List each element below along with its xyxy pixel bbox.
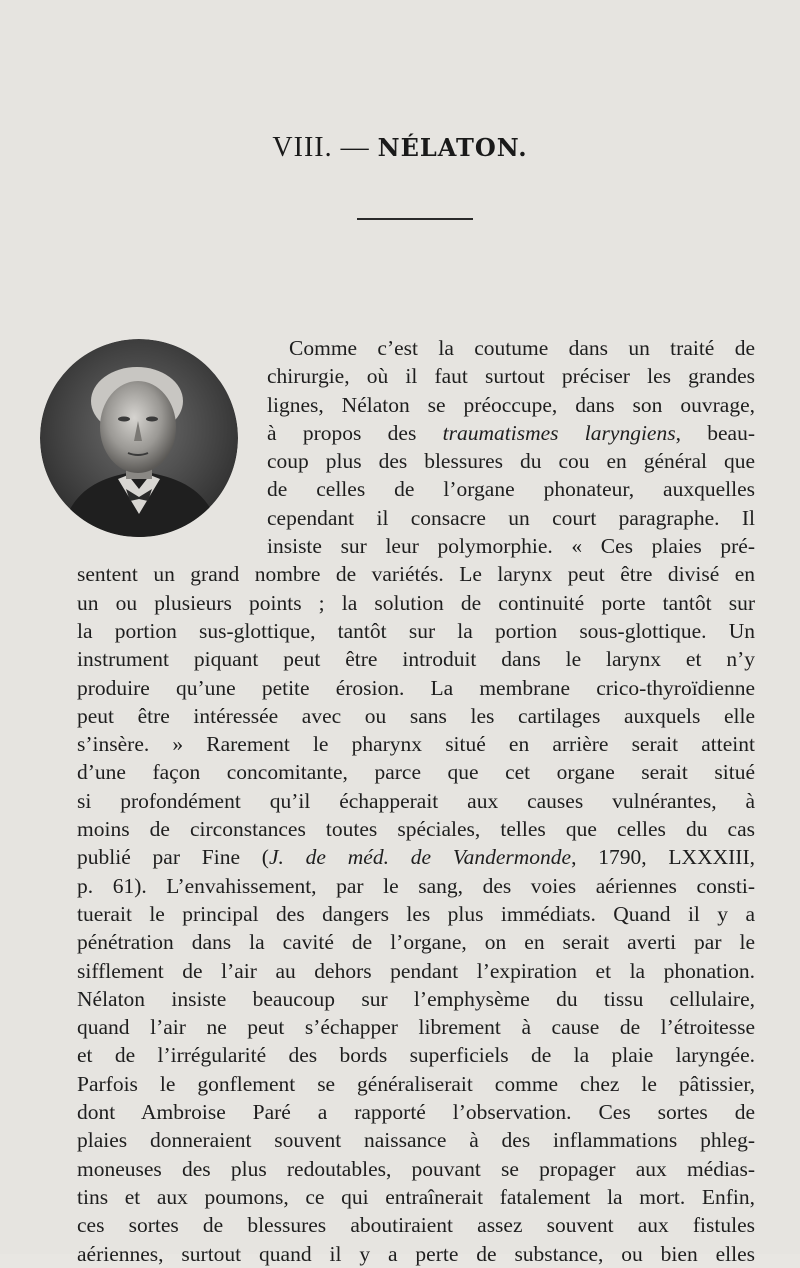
text-line: moneuses des plus redoutables, pouvant se propager aux médias- <box>77 1156 755 1181</box>
text-line: lignes, Nélaton se préoccupe, dans son ouvrage, <box>267 392 755 417</box>
text-line: produire qu’une petite érosion. La membrane crico-thyroïdienne <box>77 675 755 700</box>
text-line: peut être intéressée avec ou sans les cartilages auxquels elle <box>77 703 755 728</box>
text-line: sentent un grand nombre de variétés. Le larynx peut être divisé en <box>77 562 755 587</box>
text-line: la portion sus-glottique, tantôt sur la portion sous-glottique. Un <box>77 618 755 643</box>
text-line: quand l’air ne peut s’échapper librement à cause de l’étroitesse <box>77 1015 755 1040</box>
heading-rule <box>357 218 473 220</box>
text-line: à propos des traumatismes laryngiens, beau- <box>267 420 755 445</box>
text-line: tuerait le principal des dangers les plus immédiats. Quand il y a <box>77 901 755 926</box>
text-line: insiste sur leur polymorphie. « Ces plaies pré- <box>267 534 755 559</box>
text-line: aériennes, surtout quand il y a perte de substance, ou bien elles <box>77 1241 755 1266</box>
text-line: si profondément qu’il échapperait aux causes vulnérantes, à <box>77 788 755 813</box>
text-line: instrument piquant peut être introduit dans le larynx et n’y <box>77 647 755 672</box>
text-line: tins et aux poumons, ce qui entraînerait fatalement la mort. Enfin, <box>77 1184 755 1209</box>
text-line: d’une façon concomitante, parce que cet organe serait situé <box>77 760 755 785</box>
text-line: publié par Fine (J. de méd. de Vandermonde, 1790, LXXXIII, <box>77 845 755 870</box>
text-line: moins de circonstances toutes spéciales, telles que celles du cas <box>77 817 755 842</box>
text-line: et de l’irrégularité des bords superficiels de la plaie laryngée. <box>77 1043 755 1068</box>
text-line: cependant il consacre un court paragraphe. Il <box>267 505 755 530</box>
chapter-number: VIII. <box>272 132 333 163</box>
heading-dash: — <box>340 132 370 163</box>
text-line: Parfois le gonflement se généraliserait comme chez le pâtissier, <box>77 1071 755 1096</box>
text-line: plaies donneraient souvent naissance à des inflammations phleg- <box>77 1128 755 1153</box>
chapter-name: NÉLATON. <box>377 133 528 162</box>
text-line: ces sortes de blessures aboutiraient assez souvent aux fistules <box>77 1213 755 1238</box>
text-line: de celles de l’organe phonateur, auxquelles <box>267 477 755 502</box>
text-line: p. 61). L’envahissement, par le sang, des voies aériennes consti- <box>77 873 755 898</box>
text-line: dont Ambroise Paré a rapporté l’observation. Ces sortes de <box>77 1100 755 1125</box>
chapter-heading <box>0 132 800 164</box>
text-line: chirurgie, où il faut surtout préciser les grandes <box>267 364 755 389</box>
text-line: Comme c’est la coutume dans un traité de <box>289 336 755 360</box>
text-line: s’insère. » Rarement le pharynx situé en arrière serait atteint <box>77 732 755 757</box>
text-line: coup plus des blessures du cou en général que <box>267 449 755 474</box>
text-line: sifflement de l’air au dehors pendant l’expiration et la phonation. <box>77 958 755 983</box>
text-line: un ou plusieurs points ; la solution de continuité porte tantôt sur <box>77 590 755 615</box>
text-line: Nélaton insiste beaucoup sur l’emphysème du tissu cellulaire, <box>77 986 755 1011</box>
text-line: pénétration dans la cavité de l’organe, on en serait averti par le <box>77 930 755 955</box>
body-text <box>77 334 755 1268</box>
